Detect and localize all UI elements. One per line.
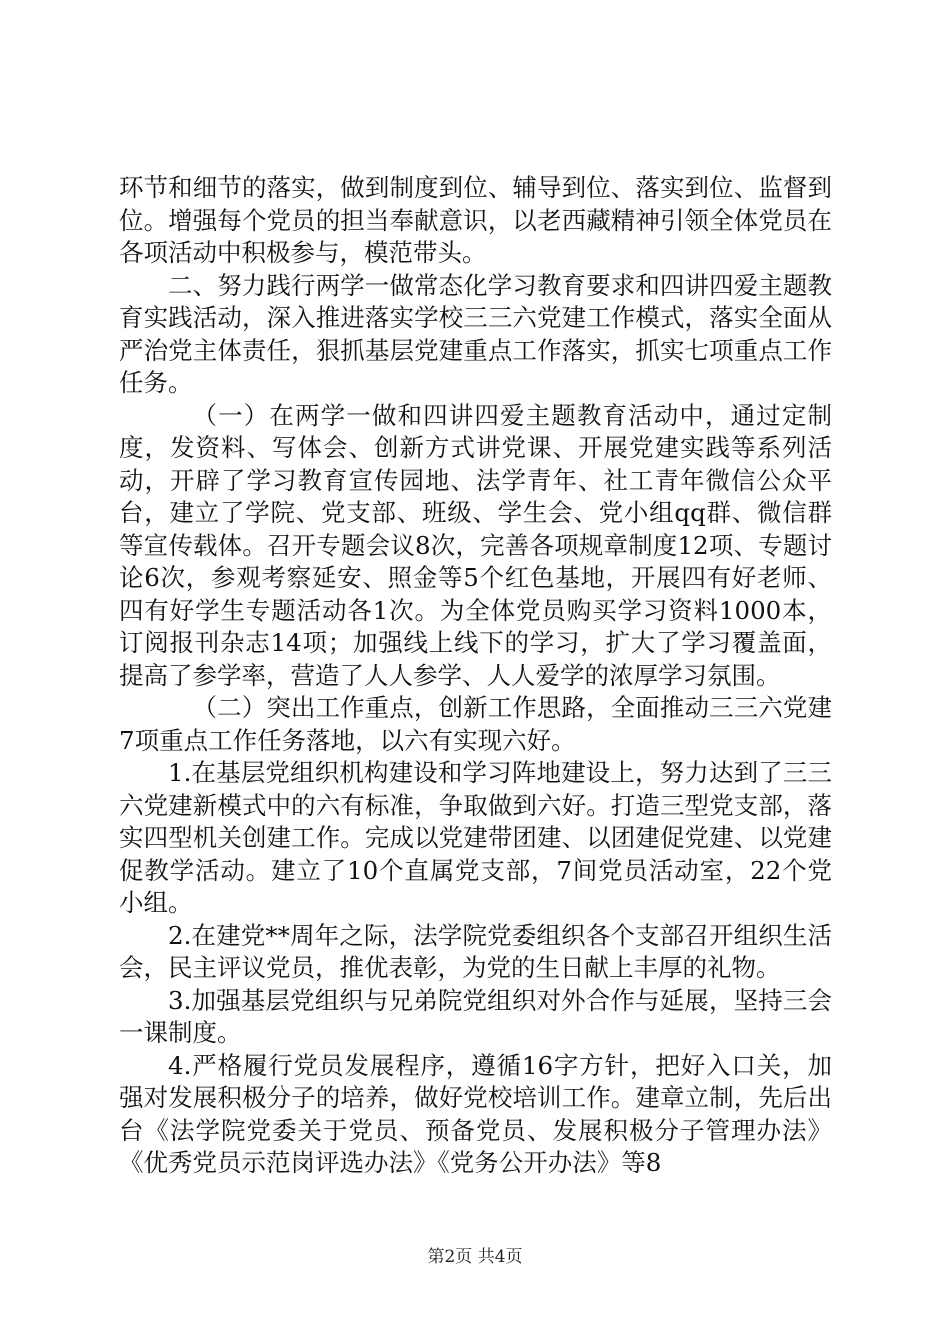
paragraph-section-two: 二、努力践行两学一做常态化学习教育要求和四讲四爱主题教育实践活动，深入推进落实学校三三六党建工作模式，落实全面从严治党主体责任，狠抓基层党建重点工作落实，抓实七项重点工作任务。 — [119, 270, 832, 397]
paragraph-subsection-one: （一）在两学一做和四讲四爱主题教育活动中，通过定制度，发资料、写体会、创新方式讲党课、开展党建实践等系列活动，开辟了学习教育宣传园地、法学青年、社工青年微信公众平台，建立了学院、党支部、班级、学生会、党小组qq群、微信群等宣传载体。召开专题会议8次，完善各项规章制度12项、专题讨论6次，参观考察延安、照金等5个红色基地，开展四有好老师、四有好学生专题活动各1次。为全体党员购买学习资料1000本，订阅报刊杂志14项；加强线上线下的学习，扩大了学习覆盖面，提高了参学率，营造了人人参学、人人爱学的浓厚学习氛围。 — [119, 400, 832, 690]
paragraph-item-2: 2.在建党**周年之际，法学院党委组织各个支部召开组织生活会，民主评议党员，推优表彰，为党的生日献上丰厚的礼物。 — [119, 920, 832, 982]
paragraph-item-3: 3.加强基层党组织与兄弟院党组织对外合作与延展，坚持三会一课制度。 — [119, 985, 832, 1047]
document-body — [119, 172, 832, 1180]
page-footer: 第2页 共4页 — [427, 1247, 523, 1267]
paragraph-continuation: 环节和细节的落实，做到制度到位、辅导到位、落实到位、监督到位。增强每个党员的担当奉献意识，以老西藏精神引领全体党员在各项活动中积极参与，模范带头。 — [119, 173, 832, 267]
paragraph-subsection-two: （二）突出工作重点，创新工作思路，全面推动三三六党建7项重点工作任务落地，以六有实现六好。 — [119, 693, 832, 755]
paragraph-item-4: 4.严格履行党员发展程序，遵循16字方针，把好入口关，加强对发展积极分子的培养，做好党校培训工作。建章立制，先后出台《法学院党委关于党员、预备党员、发展积极分子管理办法》《优秀党员示范岗评选办法》《党务公开办法》等8 — [119, 1050, 832, 1177]
paragraph-item-1: 1.在基层党组织机构建设和学习阵地建设上，努力达到了三三六党建新模式中的六有标准，争取做到六好。打造三型党支部，落实四型机关创建工作。完成以党建带团建、以团建促党建、以党建促教学活动。建立了10个直属党支部，7间党员活动室，22个党小组。 — [119, 758, 832, 917]
